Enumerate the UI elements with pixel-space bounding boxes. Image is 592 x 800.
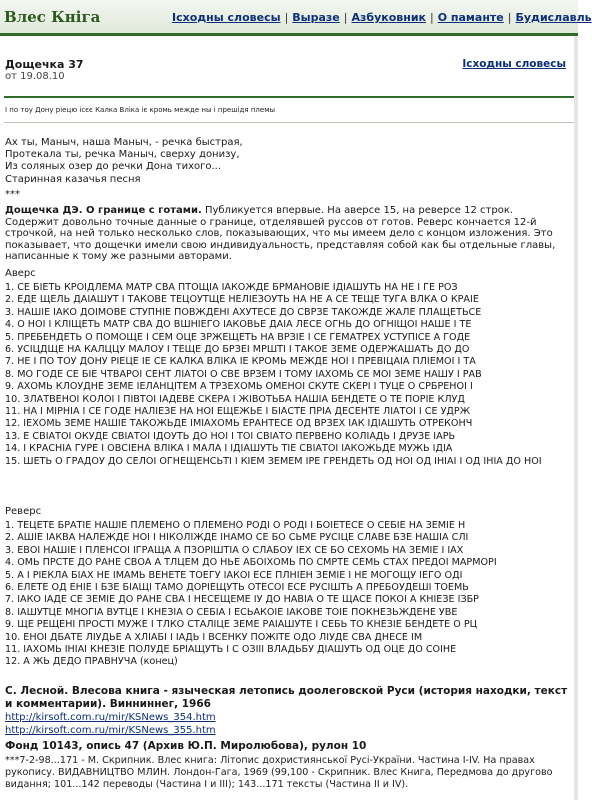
nav-link-pamante[interactable]: О паманте (437, 11, 504, 24)
avers-line: 10. ЗЛАТВЕНОІ КОЛОІ І ПІВТОІ ІАДЕВЕ СКЕРА І ЖІВОТЬБА НАШІА БЕНДЕТЕ О ТЕ ПОРІЕ КЛУД (5, 393, 465, 405)
poem-line: Ах ты, Маныч, наша Маныч, - речка быстрая, (5, 137, 243, 148)
bibliography-note: ***7-2-98...171 - М. Скрипник. Влес книга: Літопис дохристиянської Русі-України. Частина І-ІV. На правах рукопису. ВИДАВНИЦТВО МЛИН. Лондон-Гага, 1969 (99,100 - Скрипник. Влес Книга, Передмова до другово видання; 101...142 переводы (Частина І и ІІІ); 143...171 тексты (Частина ІІ и ІV). (5, 755, 553, 790)
revers-line: 11. ІАХОМЬ ІНІАІ КНЕЗІЕ ПОЛУДЕ БРІАЩУТЬ І С ОЗІІІ ВЛАДЬБУ ДІАШУТЬ ОД ОЦЕ ДО СОІНЕ (5, 644, 457, 656)
avers-line: 7. НЕ І ПО ТОУ ДОНУ РІЕЦЕ ІЕ СЕ КАЛКА ВЛІКА ІЕ КРОМЬ МЕЖДЕ НОІ І ПРЕВІЦАІА ПЛІЕМОІ І ТА (5, 356, 476, 368)
divider (4, 96, 574, 98)
revers-line: 2. АШІЕ ІАКВА НАЛЕЖДЕ НОІ І НІКОЛІЖДЕ ІНАМО СЕ БО СЬМЕ РУСІЦЕ СЛАВЕ БЗЕ НАШІА СЛІ (5, 532, 469, 544)
avers-line: 3. НАШІЕ ІАКО ДОІМОВЕ СТУПНІЕ ПОВЖДЕНІ АХУТЕСЕ ДО СВРЗЕ ТАКОЖДЕ ЖАЛЕ ПЛАЩЕТЬСЕ (5, 306, 482, 318)
nav-separator: | (343, 11, 348, 24)
source-link[interactable]: http://kirsoft.com.ru/mir/KSNews_354.htm (5, 712, 216, 723)
nav-link-budislavl[interactable]: Будиславль (515, 11, 592, 24)
summary-line: І по тоу Дону ріецю ісєє Калка Вліка іє кромь межде ны і прешідя племы (5, 106, 275, 114)
revers-line: 9. ЩЕ РЕЩЕНІ ПРОСТІ МУЖЕ І ТЛКО СТАЛІЦЕ ЗЕМЕ РАІАШУТЕ І СЕБЬ ТО КНЕЗІЕ БЕНДЕТЕ О РЦ (5, 619, 478, 631)
scrollbar-edge[interactable] (574, 36, 578, 800)
source-links (5, 711, 216, 737)
avers-line: 15. ШЕТЬ О ГРАДОУ ДО СЕЛОІ ОГНЕЩЕНСЬТІ І КІЕМ ЗЕМЕМ ІРЕ ГРЕНДЕТЬ ОД НОІ ОД ІНІАІ І ОД ІНІА ДО НОІ (5, 455, 542, 467)
site-logo[interactable]: Влес Кніга (4, 8, 101, 26)
intro-paragraph (5, 205, 570, 263)
avers-lines (5, 282, 571, 468)
source-link[interactable]: http://kirsoft.com.ru/mir/KSNews_355.htm (5, 725, 216, 736)
avers-line: 11. НА І МІРНІА І СЕ ГОДЕ НАЛІЕЗЕ НА НОІ ЕЩЕЖЬЕ І БІАСТЕ ПРІА ДЕСЕНТЕ ЛІАТОІ І СЕ УДРЖ (5, 406, 471, 418)
revers-line: 1. ТЕЦЕТЕ БРАТІЕ НАШІЕ ПЛЕМЕНО О ПЛЕМЕНО РОДІ О РОДІ І БОІЕТЕСЕ О СЕБІЕ НА ЗЕМІЕ Н (5, 520, 466, 531)
avers-line: 1. СЕ БІЕТЬ КРОІДЛЕМА МАТР СВА ПТОЩІА ІАКОЖДЕ БРМАНОВІЕ ІДІАШУТЬ НА НЕ І ГЕ РОЗ (5, 282, 458, 293)
revers-lines (5, 520, 571, 669)
nav-link-sources[interactable]: Ісходны словесы (172, 11, 281, 24)
sources-link[interactable]: Ісходны словесы (462, 58, 566, 70)
revers-line: 7. ІАКО ІАДЕ СЕ ЗЕМІЕ ДО РАНЕ СВА І НЕСЕЩЕМЕ ІУ ДО НАВІА О ТЕ ЩАСЕ ПОКОІ А КНІЕЗЕ ІЗБР (5, 594, 479, 606)
avers-line: 5. ПРЕБЕНДЕТЬ О ПОМОЩЕ І СЕМ ОЦЕ ЗРЖЕЩЕТЬ НА ВРЗІЕ І СЕ ГЕМАТРЕХ УСТУПІСЕ А ГОДЕ (5, 331, 471, 343)
revers-line: 5. А І РІЕКЛА БІАХ НЕ ІМАМЬ ВЕНЕТЕ ТОЕГУ ІАКОІ ЕСЕ ПЛНІЕН ЗЕМІЕ І НЕ МОГОЩУ ІЕГО ОДІ (5, 569, 463, 581)
intro-heading: Дощечка ДЭ. О границе с готами. (5, 205, 202, 216)
revers-line: 12. А ЖЬ ДЕДО ПРАВНУЧА (конец) (5, 656, 178, 668)
avers-label: Аверс (5, 268, 36, 279)
revers-line: 3. ЕВОІ НАШІЕ І ПЛЕНСОІ ІГРАЩА А ПЗОРІШТІА О СЛАБОУ ІЕХ СЕ БО СЕХОМЬ НА ЗЕМІЕ І ІАХ (5, 544, 464, 556)
avers-line: 9. АХОМЬ КЛОУДНЕ ЗЕМЕ ІЕЛАНЦІТЕМ А ТРЗЕХОМЬ ОМЕНОІ СКУТЕ СКЕРІ І ТУЦЕ О СРБРЕНОІ І (5, 381, 473, 393)
site-header (0, 0, 592, 36)
source-citation: С. Лесной. Влесова книга - языческая летопись доолеговской Руси (история находки, текст и комментарии). Винниннег, 1966 (5, 685, 568, 710)
avers-line: 2. ЕДЕ ЩЕЛЬ ДАІАШУТ І ТАКОВЕ ТЕЦОУТЩЕ НЕЛІЕЗОУТЬ НА НЕ А СЕ ТЕЩЕ ТУГА ВЛКА О КРАІЕ (5, 294, 479, 306)
nav-link-vyraze[interactable]: Вырaзе (292, 11, 340, 24)
archive-reference: Фонд 10143, опись 47 (Архив Ю.П. Миролюбова), рулон 10 (5, 740, 367, 752)
poem-line: Протекала ты, речка Маныч, сверху донизу, (5, 149, 240, 161)
revers-line: 4. ОМЬ ПРСТЕ ДО РАНЕ СВОА А ТЛЦЕМ ДО НЬЕ АБОІХОМЬ ПО СМРТЕ СЕМЬ СТАХ ПРЕДОІ МАРМОРІ (5, 557, 497, 569)
poem-attribution: Старинная казачья песня (5, 173, 141, 185)
intro-text: Публикуется впервые. На аверсе 15, на реверсе 12 строк. Содержит довольно точные данные о границе, отделявшей руссов от готов. Реверс кончается 12-й строчкой, на ней только несколько слов, показывающих, что мы имеем дело с концом изложения. Это показывает, что дощечки имели свою индивидуальность, представляя собой как бы отдельные главы, написанные к тому же разными авторами. (5, 205, 556, 262)
nav-separator: | (430, 11, 434, 24)
avers-line: 4. О НОІ І КЛІЩЕТЬ МАТР СВА ДО ВШНІЕГО ІАКОВЬЕ ДАІА ЛЕСЕ ОГНЬ ДО ОГНІЩОІ НАШЕ І ТЕ (5, 319, 472, 331)
revers-line: 8. ІАШУТЦЕ МНОГІА ВУТЦЕ І КНЕЗІА О СЕБІА І ЕСЬАКОІЕ ІАКОВЕ ТОІЕ ПОКНЕЗЬЖДЕНЕ УВЕ (5, 606, 458, 618)
poem-line: Из соляных озер до речки Дона тихого... (5, 161, 222, 173)
epigraph-poem (5, 137, 243, 186)
separator-stars: *** (5, 189, 20, 200)
nav-link-azbukovnik[interactable]: Азбуковник (351, 11, 426, 24)
page-title: Дощечка 37 (5, 58, 84, 71)
main-nav (172, 11, 592, 24)
revers-label: Реверс (5, 506, 42, 517)
nav-separator: | (507, 11, 512, 24)
revers-line: 6. ЕЛЕТЕ ОД ЕНІЕ І БЗЕ БІАЩІ ТАМО ДОРІЕЩУТЬ ОТЕСОІ ЕСЕ РУСІШТЬ А ПРЕБОУДЕШІ ТОЕМЬ (5, 582, 469, 594)
divider (4, 122, 574, 123)
avers-line: 14. І КРАСНІА ГУРЕ І ОВСІЕНА ВЛІКА І МАЛА І ІДІАШУТЬ ТІЕ СВІАТОІ ІАКОЖЬДЕ МУЖЬ ІДІА (5, 443, 453, 455)
avers-line: 8. МО ГОДЕ СЕ БІЕ ЧТВАРОІ СЕНТ ЛІАТОІ О СВЕ ВРЗЕМ І ТОМУ ІАХОМЬ СЕ МОІ ЗЕМЕ НАШУ І РАВ (5, 368, 482, 380)
avers-line: 6. УСІЦДЩЕ НА КАЛЦЦУ МАЛОУ І ТЕЩЕ ДО БРЗЕІ МРШТІ І ТАКОЕ ЗЕМЕ ОДЕРЖАШАТЬ ДО ДО (5, 344, 470, 356)
avers-line: 12. ІЕХОМЬ ЗЕМЕ НАШІЕ ТАКОЖЬДЕ ІМІАХОМЬ ЕРАНТЕСЕ ОД ВРЗЕХ ІАК ІДІАШУТЬ ОТРЕКОНЧ (5, 418, 473, 430)
avers-line: 13. Е СВІАТОІ ОКУДЕ СВІАТОІ ІДОУТЬ ДО НОІ І ТОІ СВІАТО ПЕРВЕНО КОЛІАДЬ І ДРУЗЕ ІАРЬ (5, 430, 456, 442)
revers-line: 10. ЕНОІ ДБАТЕ ЛІУДЬЕ А ХЛІАБІ І ІАДЬ І ВСЕНКУ ПОЖІТЕ ОДО ЛІУДЕ СВА ДНЕСЕ ІМ (5, 631, 423, 643)
nav-separator: | (284, 11, 289, 24)
page-date: от 19.08.10 (5, 71, 65, 82)
